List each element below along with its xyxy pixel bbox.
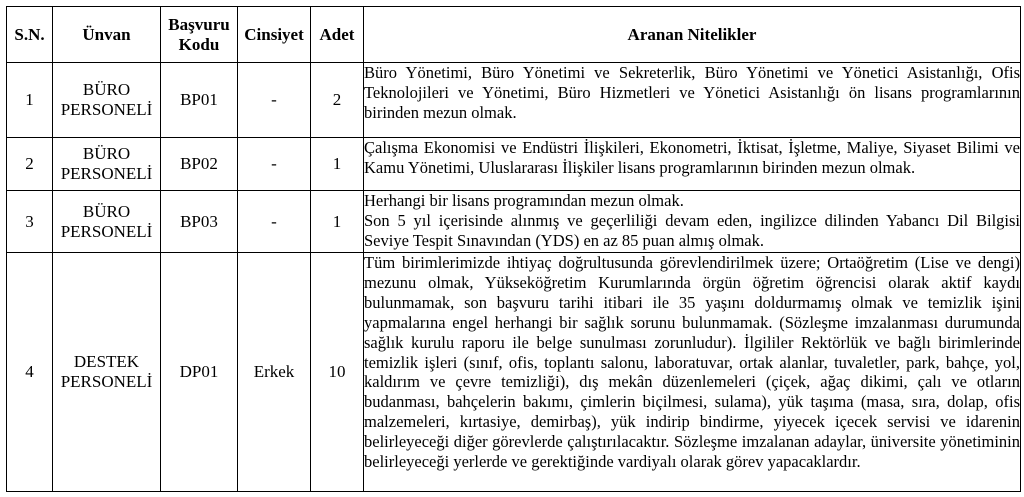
header-cell-aranan-nitelikler: Aranan Nitelikler <box>364 7 1021 63</box>
header-cell-sn: S.N. <box>7 7 53 63</box>
header-cell-unvan: Ünvan <box>53 7 161 63</box>
count-cell: 10 <box>311 253 364 492</box>
requirements-cell <box>364 253 1021 492</box>
title-cell: BÜRO PERSONELİ <box>53 63 161 138</box>
requirement-paragraph: Son 5 yıl içerisinde alınmış ve geçerliliği devam eden, ingilizce dilinden Yabancı Dil Bilgisi Seviye Tespit Sınavından (YDS) en az 85 puan almış olmak. <box>364 210 1020 250</box>
requirements-cell <box>364 138 1021 191</box>
header-cell-basvuru-kodu: Başvuru Kodu <box>161 7 238 63</box>
gender-cell: - <box>238 63 311 138</box>
table-row <box>7 191 1021 253</box>
requirements-cell <box>364 191 1021 253</box>
table-row <box>7 253 1021 492</box>
code-cell: BP03 <box>161 191 238 253</box>
sn-cell: 1 <box>7 63 53 138</box>
code-cell: DP01 <box>161 253 238 492</box>
sn-cell: 4 <box>7 253 53 492</box>
requirement-paragraph: Büro Yönetimi, Büro Yönetimi ve Sekreterlik, Büro Yönetimi ve Yönetici Asistanlığı, Ofis Teknolojileri ve Yönetimi, Büro Hizmetleri ve Yönetici Asistanlığı ön lisans programlarının birinden mezun olmak. <box>364 63 1020 122</box>
header-cell-adet: Adet <box>311 7 364 63</box>
sn-cell: 3 <box>7 191 53 253</box>
requirements-cell <box>364 63 1021 138</box>
code-cell: BP02 <box>161 138 238 191</box>
table-row <box>7 63 1021 138</box>
job-postings-table <box>6 6 1021 492</box>
title-cell: BÜRO PERSONELİ <box>53 191 161 253</box>
requirement-paragraph: Çalışma Ekonomisi ve Endüstri İlişkileri, Ekonometri, İktisat, İşletme, Maliye, Siyaset Bilimi ve Kamu Yönetimi, Uluslararası İlişkiler lisans programlarının birinden mezun olmak. <box>364 138 1020 177</box>
job-postings-table-container <box>6 6 1021 492</box>
count-cell: 1 <box>311 191 364 253</box>
table-header-row <box>7 7 1021 63</box>
table-row <box>7 138 1021 191</box>
header-cell-cinsiyet: Cinsiyet <box>238 7 311 63</box>
requirement-paragraph: Tüm birimlerimizde ihtiyaç doğrultusunda görevlendirilmek üzere; Ortaöğretim (Lise ve dengi) mezunu olmak, Yükseköğretim Kurumlarında örgün öğretim öğrencisi olarak aktif kaydı bulunmamak, son başvuru tarihi itibari ile 35 yaşını doldurmamış olmak ve temizlik işini yapmalarına engel herhangi bir sağlık sorunu bulunmamak. (Sözleşme imzalanması durumunda sağlık kurulu raporu ile belge sunulması zorunludur). İlgililer Rektörlük ve bağlı birimlerinde temizlik işleri (sınıf, ofis, toplantı salonu, laboratuvar, ortak alanlar, tuvaletler, park, bahçe, yol, kaldırım ve çevre temizliği), dış mekân düzenlemeleri (çiçek, ağaç dikimi, çalı ve otların budanması, bahçelerin bakımı, çimlerin biçilmesi, sulama), yük taşıma (masa, sıra, dolap, ofis malzemeleri, kırtasiye, demirbaş), yük indirip bindirme, yiyecek içecek servisi ve idarenin belirleyeceği diğer görevlerde çalıştırılacaktır. Sözleşme imzalanan adaylar, üniversite yönetiminin belirleyeceği yerlerde ve gerektiğinde vardiyalı olarak görev yapacaklardır. <box>364 253 1020 472</box>
count-cell: 1 <box>311 138 364 191</box>
gender-cell: Erkek <box>238 253 311 492</box>
requirement-paragraph: Herhangi bir lisans programından mezun olmak. <box>364 191 684 210</box>
code-cell: BP01 <box>161 63 238 138</box>
gender-cell: - <box>238 191 311 253</box>
gender-cell: - <box>238 138 311 191</box>
sn-cell: 2 <box>7 138 53 191</box>
title-cell: DESTEK PERSONELİ <box>53 253 161 492</box>
count-cell: 2 <box>311 63 364 138</box>
title-cell: BÜRO PERSONELİ <box>53 138 161 191</box>
